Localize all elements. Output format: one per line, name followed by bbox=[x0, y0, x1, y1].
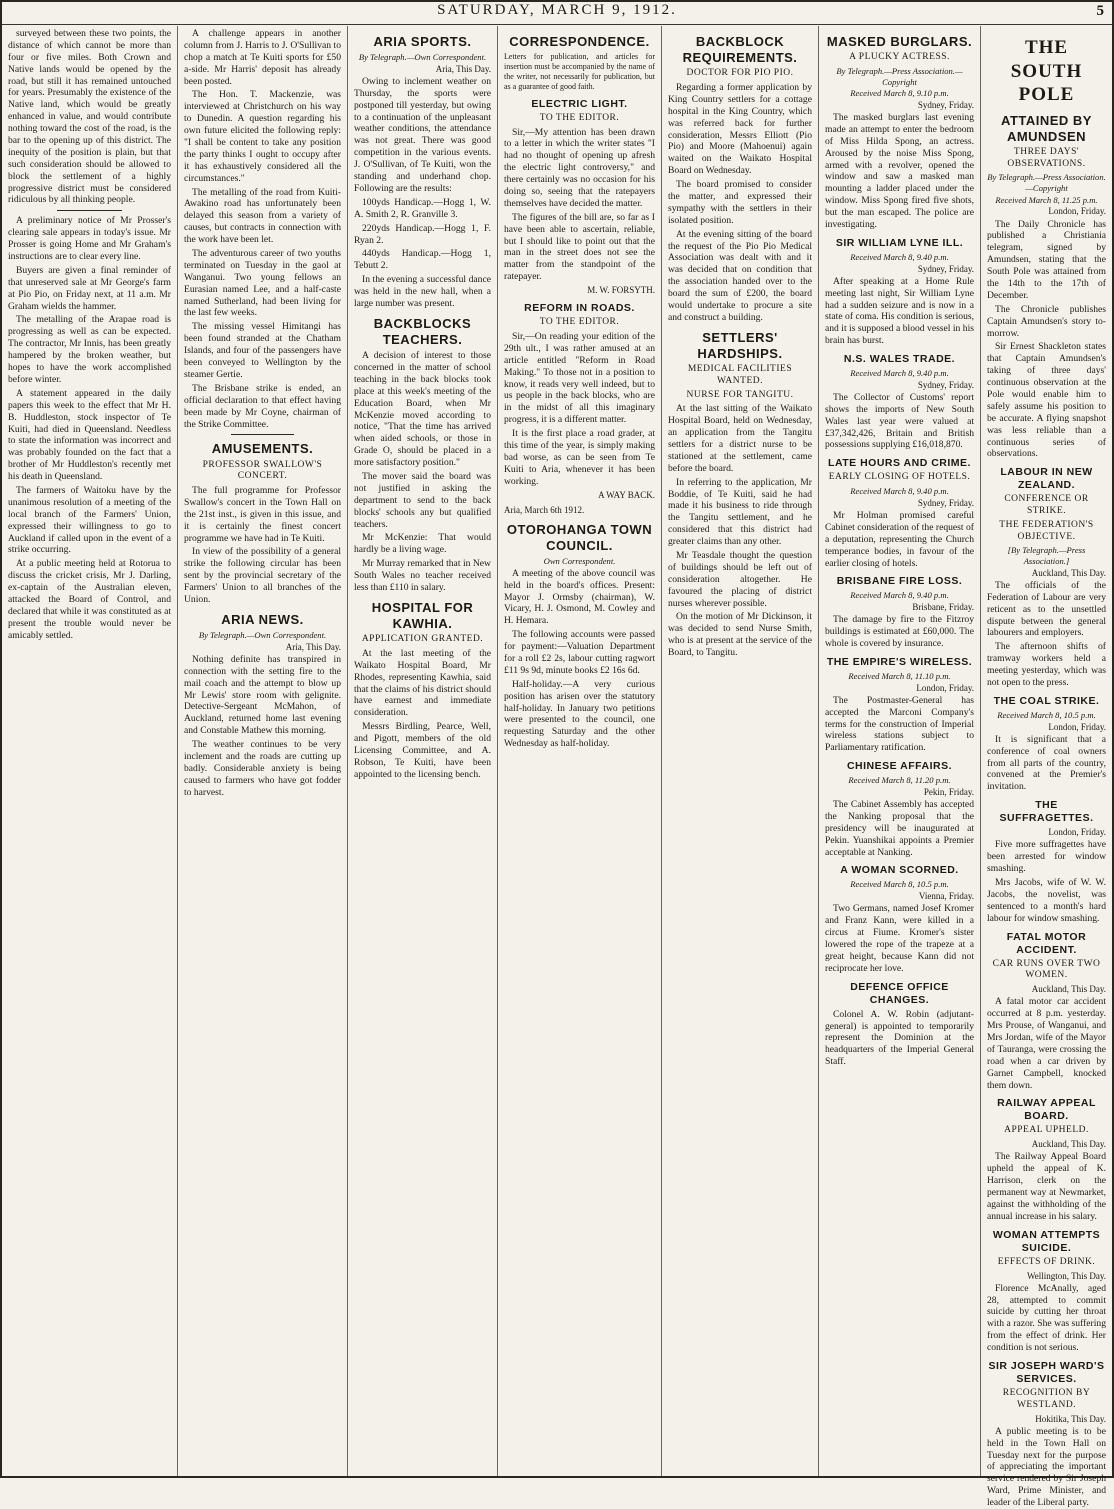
headline-woman-scorned: A WOMAN SCORNED. bbox=[840, 864, 959, 877]
received-line: Received March 8, 9.40 p.m. bbox=[850, 368, 949, 379]
column-3 bbox=[348, 26, 498, 1476]
subheadline: THREE DAYS' OBSERVATIONS. bbox=[1007, 146, 1086, 169]
received-line: Received March 8, 9.40 p.m. bbox=[850, 486, 949, 497]
article-paragraph: The afternoon shifts of tramway workers held a meeting yesterday, which was not open to the press. bbox=[987, 641, 1106, 689]
article-paragraph: At the last sitting of the Waikato Hospital Board, held on Wednesday, an application from the Tangitu settlers for a district nurse to be stationed at the settlement, came before the board. bbox=[668, 403, 812, 474]
subheadline: MEDICAL FACILITIES WANTED. bbox=[687, 364, 793, 386]
column-2 bbox=[178, 26, 348, 1476]
article-paragraph: In referring to the application, Mr Boddie, of Te Kuiti, said he had made it his business to ride through the Tangitu settlement, and he considered that this district had greater claims than any other. bbox=[668, 476, 812, 548]
page-masthead bbox=[2, 2, 1112, 25]
article-paragraph: The mover said the board was not justified in asking the department to send to the back blocks' schools any but qualified teachers. bbox=[354, 470, 491, 530]
article-paragraph: Messrs Birdling, Pearce, Well, and Pigott, members of the old Licensing Committee, and A. Robson, Te Kuiti, have been appointed to the licensing bench. bbox=[354, 721, 491, 780]
article-paragraph: Owing to inclement weather on Thursday, the sports were postponed till yesterday, but owing to a continuation of the unpleasant weather conditions, the attendance was not great. There was good competition in the various events. J. O'Sullivan, of Te Kuiti, won the standing and underhand chop. Following are the results: bbox=[354, 75, 491, 194]
headline-amusements: AMUSEMENTS. bbox=[211, 441, 314, 457]
headline-aria-sports: ARIA SPORTS. bbox=[373, 34, 472, 49]
headline-masked-burglars: MASKED BURGLARS. bbox=[826, 34, 973, 49]
article-paragraph: The farmers of Waitoku have by the unanimous resolution of a meeting of the local branch of the Farmers' Union, expressed their willingness to go to Auckland if called upon in the event of a strike occurring. bbox=[8, 484, 171, 556]
dateline: London, Friday. bbox=[1048, 827, 1106, 838]
headline-late-hours: LATE HOURS AND CRIME. bbox=[828, 457, 971, 470]
headline-backblock-requirements: BACKBLOCK REQUIREMENTS. bbox=[682, 34, 798, 66]
headline-settlers-hardships: SETTLERS' HARDSHIPS. bbox=[697, 329, 783, 361]
article-paragraph: Mr Teasdale thought the question of buildings should be left out of consideration altogether. He favoured the placing of district nurses wherever possible. bbox=[668, 550, 812, 609]
article-paragraph: Buyers are given a final reminder of that unreserved sale at Mr George's farm at Pio Pio, on Friday next, at 11 a.m. Mr Graham wields the hammer. bbox=[8, 264, 171, 312]
article-paragraph: It is significant that a conference of coal owners from all parts of the country, convened at the Premier's invitation. bbox=[987, 733, 1106, 793]
dateline: London, Friday. bbox=[1048, 206, 1106, 217]
received-line: Received March 8, 9.40 p.m. bbox=[850, 590, 949, 601]
letter-signature: A WAY BACK. bbox=[598, 489, 655, 500]
article-paragraph: Mr Murray remarked that in New South Wales no teacher received less than £110 in salary. bbox=[354, 558, 491, 593]
received-line: Received March 8, 11.25 p.m. bbox=[995, 194, 1098, 205]
received-line: Received March 8, 9.10 p.m. bbox=[850, 88, 949, 99]
article-paragraph: A fatal motor car accident occurred at 8 p.m. yesterday. Mrs Prouse, of Wanganui, and Mrs Jordan, wife of the Mayor of Tauranga, were crossing the road when a car driven by Garnet Campbell, knocked them down. bbox=[987, 996, 1106, 1091]
headline-fatal-motor: FATAL MOTOR ACCIDENT. bbox=[1006, 930, 1087, 956]
article-paragraph: The Hon. T. Mackenzie, was interviewed at Christchurch on his way to Dunedin. A question regarding his own future elicited the following reply: "I shall be content to take any position the party thinks I ought to occupy after it has exhaustively considered all the circumstances." bbox=[184, 89, 341, 184]
article-paragraph: Mrs Jacobs, wife of W. W. Jacobs, the novelist, was sentenced to a month's hard labour for window smashing. bbox=[987, 877, 1106, 924]
dateline: Sydney, Friday. bbox=[917, 379, 974, 390]
column-7 bbox=[981, 26, 1112, 1509]
article-paragraph: The Railway Appeal Board upheld the appeal of K. Harrison, clerk on the permanent way at Newmarket, against the withholding of the annual increase in his salary. bbox=[987, 1151, 1106, 1222]
article-paragraph: It is the first place a road grader, at this time of the year, is simply making bad worse, as can be seen from Te Kuiti to Aria, whenever it has been working. bbox=[504, 428, 655, 487]
dateline: Wellington, This Day. bbox=[1026, 1270, 1106, 1281]
article-paragraph: The adventurous career of two youths terminated on Tuesday in the gaol at Wanganui. Two young fellows an Eurasian named Lee, and a half-caste named Sutherland, had been living for the last few weeks. bbox=[184, 248, 341, 319]
article-paragraph: Sir,—My attention has been drawn to a letter in which the writer states "I had no thought of opening up afresh the electric light controversy," and there certainly was no occasion for his doing so, seeing that the ratepayers themselves have decided the matter. bbox=[504, 126, 655, 209]
article-paragraph: In the evening a successful dance was held in the new hall, when a large number was present. bbox=[354, 274, 491, 309]
article-paragraph: A challenge appears in another column from J. Harris to J. O'Sullivan to chop a match at Te Kuiti sports for £50 a-side. Mr Harris' deposit has already been posted. bbox=[184, 28, 341, 87]
salutation: TO THE EDITOR. bbox=[539, 317, 620, 328]
dateline: Aria, This Day. bbox=[285, 641, 341, 652]
received-line: Received March 8, 11.10 p.m. bbox=[848, 670, 951, 681]
article-paragraph: A decision of interest to those concerned in the matter of school teaching in the back blocks took place at this week's meeting of the Education Board, when Mr McKenzie moved according to notice, "That the time has arrived when aided schools, or those in Grade O, should be placed in a more satisfactory position." bbox=[354, 350, 491, 469]
headline-otorohanga-council: OTOROHANGA TOWN COUNCIL. bbox=[506, 521, 653, 554]
article-paragraph: A preliminary notice of Mr Prosser's clearing sale appears in today's issue. Mr Prosser is going Home and Mr Graham's instructions are to clear every line. bbox=[8, 215, 171, 263]
article-paragraph: Regarding a former application by King Country settlers for a cottage hospital in the King Country, which was referred back for further consideration, Messrs Elliott (Pio Pio) and Moore (Mahoenui) again waited on the Waikato Hospital Board on Wednesday. bbox=[668, 81, 812, 177]
editor-note: Letters for publication, and articles for insertion must be accompanied by the name of the writer, not necessarily for publication, but as a guarantee of good faith. bbox=[504, 52, 655, 91]
columns bbox=[2, 26, 1112, 1509]
headline-chinese-affairs: CHINESE AFFAIRS. bbox=[846, 760, 953, 773]
dateline: Sydney, Friday. bbox=[917, 263, 974, 274]
article-paragraph: After speaking at a Home Rule meeting last night, Sir William Lyne had a sudden seizure and is now in a state of coma. His condition is serious, and it is supposed a blood vessel in his brain has burst. bbox=[825, 275, 974, 347]
headline-coal-strike: THE COAL STRIKE. bbox=[993, 694, 1100, 707]
subheadline: DOCTOR FOR PIO PIO. bbox=[686, 68, 794, 79]
article-paragraph: The Postmaster-General has accepted the Marconi Company's terms for the construction of Imperial wireless stations subject to Parliamentary ratification. bbox=[825, 694, 974, 754]
subheadline: CAR RUNS OVER TWO WOMEN. bbox=[992, 958, 1101, 981]
byline: Own Correspondent. bbox=[543, 556, 616, 567]
headline-woman-suicide: WOMAN ATTEMPTS SUICIDE. bbox=[992, 1228, 1101, 1254]
subheadline: EARLY CLOSING OF HOTELS. bbox=[828, 472, 971, 483]
subheadline: NURSE FOR TANGITU. bbox=[686, 389, 794, 400]
subheadline: RECOGNITION BY WESTLAND. bbox=[1002, 1388, 1091, 1410]
article-paragraph: At the evening sitting of the board the request of the Pio Pio Medical Association was dealt with and it was decided that on condition that the association handed over to the board the sum of £200, the board would undertake to procure a site and construct a building. bbox=[668, 228, 812, 323]
masthead-date: SATURDAY, MARCH 9, 1912. bbox=[437, 2, 677, 18]
article-paragraph: On the motion of Mr Dickinson, it was decided to send Nurse Smith, who is at present at the service of the Board, to Tangitu. bbox=[668, 611, 812, 659]
article-paragraph: The figures of the bill are, so far as I have been able to ascertain, reliable, but I should like to point out that the man in the street does not see the matter from the standpoint of the ratepayer. bbox=[504, 211, 655, 283]
column-5 bbox=[662, 26, 819, 1476]
article-paragraph: Five more suffragettes have been arrested for window smashing. bbox=[987, 839, 1106, 875]
subheadline: APPEAL UPHELD. bbox=[1004, 1125, 1089, 1136]
article-paragraph: The Chronicle publishes Captain Amundsen's story to-morrow. bbox=[987, 303, 1106, 339]
byline: By Telegraph.—Own Correspondent. bbox=[198, 630, 327, 641]
received-line: Received March 8, 9.40 p.m. bbox=[850, 251, 949, 262]
article-paragraph: Sir,—On reading your edition of the 29th ult., I was rather amused at an article entitled "Reform in Road Making." To those not in a position to know, it reads very well indeed, but to us people in the back blocks, who are in the midst of all this imaginary progress, it is a different matter. bbox=[504, 331, 655, 426]
headline-hospital-kawhia: HOSPITAL FOR KAWHIA. bbox=[371, 599, 474, 631]
received-line: Received March 8, 10.5 p.m. bbox=[997, 709, 1096, 720]
article-paragraph: surveyed between these two points, the distance of which cannot be more than four or five miles. Both Crown and Native lands would be opened by the road, but still it has remained untouched for years. Presumably the existence of the Native land, which would be greatly enhanced in value, and would contribute nothing toward the cost of the road, is the bar to the opening up of this district. The inequity of the position is plain, but that such consideration should be allowed to block the settlement of a highly progressive district must be considered ridiculous by all thinking people. bbox=[8, 28, 171, 206]
article-paragraph: Florence McAnally, aged 28, attempted to commit suicide by cutting her throat with a razor. She was suffering from the effect of drink. Her condition is not serious. bbox=[987, 1282, 1106, 1354]
headline-lyne-ill: SIR WILLIAM LYNE ILL. bbox=[835, 236, 964, 249]
article-paragraph: The Daily Chronicle has published a Christiania telegram, signed by Amundsen, stating that the South Pole was attained from the 14th to the 17th of December. bbox=[987, 218, 1106, 301]
dateline: Auckland, This Day. bbox=[1031, 567, 1106, 578]
byline: [By Telegraph.—Press Association.] bbox=[1007, 545, 1086, 567]
dateline: Hokitika, This Day. bbox=[1035, 1413, 1106, 1424]
article-paragraph: Two Germans, named Josef Kromer and Franz Kann, were killed in a circus at Fiume. Kromer's sister lowered the rope of the trapeze at a great height, because Kann did not reciprocate her love. bbox=[825, 903, 974, 974]
salutation: TO THE EDITOR. bbox=[539, 112, 620, 123]
dateline: London, Friday. bbox=[1048, 721, 1106, 732]
article-paragraph: The Brisbane strike is ended, an official declaration to that effect having been made by Mr Coyne, chairman of the Strike Committee. bbox=[184, 382, 341, 430]
dateline: Sydney, Friday. bbox=[917, 99, 974, 110]
headline-empire-wireless: THE EMPIRE'S WIRELESS. bbox=[826, 655, 973, 668]
result-line: 220yds Handicap.—Hogg 1, F. Ryan 2. bbox=[354, 222, 491, 246]
letter-signature: M. W. FORSYTH. bbox=[587, 285, 655, 296]
dateline: Aria, This Day. bbox=[435, 63, 491, 74]
article-paragraph: The Cabinet Assembly has accepted the Nanking proposal that the presidency will be inaugurated at Pekin. Yuanshikai appoints a Premier acceptable at Nanking. bbox=[825, 799, 974, 858]
article-paragraph: Sir Ernest Shackleton states that Captain Amundsen's taking of three days' continuous observation at the Pole would enable him to safely assume his position to be accurate. A flying snapshot was less reliable than a continuous series of observations. bbox=[987, 341, 1106, 460]
article-paragraph: The Collector of Customs' report shows the imports of New South Wales last year were valued at £37,342,426, Britain and British possessions supplying £16,018,870. bbox=[825, 391, 974, 451]
dateline: Vienna, Friday. bbox=[918, 891, 974, 902]
received-line: Received March 8, 11.20 p.m. bbox=[848, 775, 951, 786]
article-paragraph: The masked burglars last evening made an attempt to enter the bedroom of Miss Hilda Spong, an actress. Aroused by the noise Miss Spong, armed with a revolver, opened the window and saw a masked man mounting a ladder placed under the window. Miss Spong fired five shots, but the man escaped. The police are investigating. bbox=[825, 112, 974, 231]
headline-reform-roads: REFORM IN ROADS. bbox=[524, 302, 635, 315]
column-6 bbox=[819, 26, 981, 1476]
article-paragraph: At the last meeting of the Waikato Hospital Board, Mr Rhodes, representing Kawhia, said that the claims of his district should have earnest and immediate consideration. bbox=[354, 647, 491, 719]
column-1 bbox=[2, 26, 178, 1476]
article-paragraph: A statement appeared in the daily papers this week to the effect that Mr H. B. Huddleston, stock inspector of Te Kuiti, had died in Queensland. Needless to state the information was incorrect and was probably founded on the fact that a brother of Mr Huddleston's recently met his death in Queensland. bbox=[8, 387, 171, 483]
article-paragraph: The board promised to consider the matter, and expressed their sympathy with the settlers in their isolated position. bbox=[668, 179, 812, 226]
article-paragraph: The missing vessel Himitangi has been found stranded at the Chatham Islands, and four of the passengers have been conveyed to Wellington by the steamer Gertie. bbox=[184, 321, 341, 380]
article-paragraph: At a public meeting held at Rotorua to discuss the cricket crisis, Mr J. Darling, ex-captain of the Australian eleven, attacked the Board of Control, and declared that while it was constituted as at present the trouble would never be amicably settled. bbox=[8, 558, 171, 641]
subheadline: APPLICATION GRANTED. bbox=[361, 634, 484, 645]
headline-nsw-trade: N.S. WALES TRADE. bbox=[843, 353, 956, 366]
article-paragraph: The officials of the Federation of Labour are very reticent as to the unsettled dispute between the general labourers and employers. bbox=[987, 579, 1106, 639]
subheadline: A PLUCKY ACTRESS. bbox=[849, 52, 950, 63]
divider bbox=[57, 210, 122, 211]
headline-railway-appeal: RAILWAY APPEAL BOARD. bbox=[997, 1097, 1096, 1123]
headline-labour-nz: LABOUR IN NEW ZEALAND. bbox=[1000, 466, 1093, 492]
headline-electric-light: ELECTRIC LIGHT. bbox=[531, 97, 628, 110]
headline-brisbane-fire: BRISBANE FIRE LOSS. bbox=[836, 575, 963, 588]
article-paragraph: The damage by fire to the Fitzroy buildings is estimated at £60,000. The whole is covered by insurance. bbox=[825, 614, 974, 650]
dateline: Brisbane, Friday. bbox=[912, 602, 974, 613]
article-paragraph: Colonel A. W. Robin (adjutant-general) is appointed to temporarily represent the Dominion at the headquarters of the Imperial General Staff. bbox=[825, 1008, 974, 1068]
subheadline: EFFECTS OF DRINK. bbox=[997, 1256, 1096, 1267]
subheadline: CONFERENCE OR STRIKE. bbox=[1004, 494, 1089, 517]
subheadline: THE FEDERATION'S OBJECTIVE. bbox=[999, 519, 1094, 542]
dateline: Pekin, Friday. bbox=[923, 786, 974, 797]
dateline: Sydney, Friday. bbox=[917, 497, 974, 508]
dateline: Auckland, This Day. bbox=[1031, 1139, 1106, 1150]
headline-amundsen: ATTAINED BY AMUNDSEN bbox=[1001, 112, 1092, 144]
headline-backblocks-teachers: BACKBLOCKS TEACHERS. bbox=[373, 315, 472, 347]
headline-ward-services: SIR JOSEPH WARD'S SERVICES. bbox=[988, 1360, 1105, 1386]
article-paragraph: The following accounts were passed for payment:—Valuation Department for a roll £2 2s, labour cutting ragwort £11 9s 9d, minute books £2 16s 6d. bbox=[504, 629, 655, 676]
article-paragraph: The full programme for Professor Swallow's concert in the Town Hall on the 21st inst., is given in this issue, and it is certainly the finest concert programme we have had in Te Kuiti. bbox=[184, 485, 341, 544]
headline-correspondence: CORRESPONDENCE. bbox=[509, 34, 650, 49]
article-paragraph: In view of the possibility of a general strike the following circular has been sent by the provincial secretary of the Farmers' Union to all branches of the Union. bbox=[184, 546, 341, 606]
article-paragraph: The metalling of the road from Kuiti-Awakino road has unfortunately been delayed this season from a variety of causes, but contracts in connection with the work have been let. bbox=[184, 186, 341, 246]
article-paragraph: A meeting of the above council was held in the board's offices. Present: Mayor J. Ormsby (chairman), W. Vicary, H. J. Osmond, M. Cowley and H. Hemara. bbox=[504, 567, 655, 627]
dateline: Auckland, This Day. bbox=[1031, 984, 1106, 995]
received-line: Received March 8, 10.5 p.m. bbox=[850, 879, 949, 890]
headline-suffragettes: THE SUFFRAGETTES. bbox=[999, 799, 1094, 825]
result-line: 100yds Handicap.—Hogg 1, W. A. Smith 2, R. Granville 3. bbox=[354, 196, 491, 220]
article-paragraph: Nothing definite has transpired in connection with the setting fire to the mail coach and the attempt to blow up Mr Lewis' store room with gelignite. Detective-Sergeant McMahon, of Auckland, returned home last evening and Constable Mathew this morning. bbox=[184, 653, 341, 737]
divider bbox=[231, 434, 294, 435]
article-paragraph: Mr Holman promised careful Cabinet consideration of the request of a deputation, representing the Church temperance bodies, in favour of the earlier closing of hotels. bbox=[825, 509, 974, 569]
article-paragraph: Mr McKenzie: That would hardly be a living wage. bbox=[354, 532, 491, 556]
subheadline: PROFESSOR SWALLOW'S CONCERT. bbox=[202, 459, 323, 482]
article-paragraph: A public meeting is to be held in the Town Hall on Tuesday next for the purpose of appreciating the important service rendered by Sir Joseph Ward, Prime Minister, and leader of the Liberal party. bbox=[987, 1425, 1106, 1509]
article-paragraph: Half-holiday.—A very curious position has arisen over the statutory half-holiday. In January two petitions were presented to the council, one requesting Saturday and the other Wednesday as half-holiday. bbox=[504, 678, 655, 750]
headline-aria-news: ARIA NEWS. bbox=[221, 611, 304, 627]
dateline: London, Friday. bbox=[916, 682, 974, 693]
byline: By Telegraph.—Press Association.—Copyright bbox=[836, 65, 963, 87]
headline-south-pole: THE SOUTH POLE bbox=[1010, 37, 1083, 106]
page-number: 5 bbox=[1096, 3, 1106, 19]
article-paragraph: The metalling of the Arapae road is progressing as well as can be expected. The contractor, Mr Innis, has been greatly hampered by the broken weather, but hopes to have the work accomplished before winter. bbox=[8, 314, 171, 385]
headline-defence-office: DEFENCE OFFICE CHANGES. bbox=[850, 980, 949, 1006]
article-paragraph: The weather continues to be very inclement and the roads are cutting up badly. Considerable anxiety is being caused to farmers who have got fodder to harvest. bbox=[184, 739, 341, 798]
column-4 bbox=[498, 26, 662, 1476]
result-line: 440yds Handicap.—Hogg 1, Tebutt 2. bbox=[354, 248, 491, 272]
dateline: Aria, March 6th 1912. bbox=[504, 504, 585, 515]
byline: By Telegraph.—Own Correspondent. bbox=[358, 52, 487, 63]
byline: By Telegraph.—Press Association.—Copyright bbox=[987, 172, 1106, 194]
